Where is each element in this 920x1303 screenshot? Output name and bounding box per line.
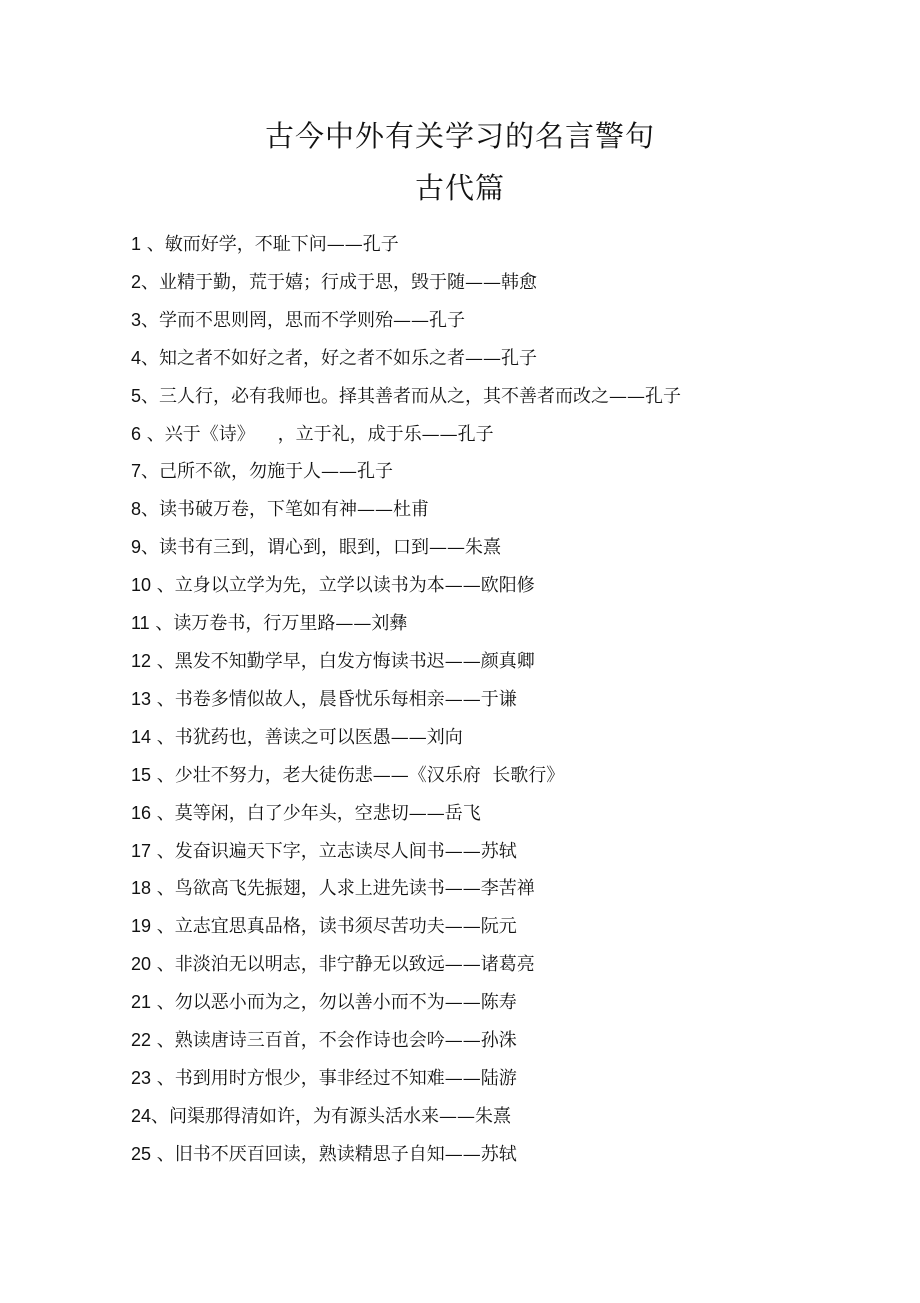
item-separator: 、 <box>151 1105 170 1127</box>
quote-text: 书到用时方恨少，事非经过不知难——陆游 <box>174 1067 517 1089</box>
item-separator: 、 <box>151 878 175 900</box>
quote-list <box>131 226 751 1174</box>
item-separator: 、 <box>141 537 160 559</box>
list-item <box>131 757 751 795</box>
list-item <box>131 378 751 416</box>
item-number: 24 <box>131 1105 152 1126</box>
list-item <box>131 870 751 908</box>
quote-text: 莫等闲，白了少年头，空悲切——岳飞 <box>174 802 481 824</box>
item-number: 20 <box>131 954 152 975</box>
item-number: 12 <box>131 650 152 671</box>
list-item <box>131 984 751 1022</box>
item-separator: 、 <box>151 1030 175 1052</box>
list-item <box>131 1136 751 1174</box>
list-item <box>131 416 751 454</box>
item-number: 18 <box>131 878 152 899</box>
list-item <box>131 643 751 681</box>
quote-text: 勿以恶小而为之，勿以善小而不为——陈寿 <box>174 992 517 1014</box>
item-number: 10 <box>131 575 152 596</box>
list-item <box>131 1022 751 1060</box>
item-separator: 、 <box>151 575 175 597</box>
list-item <box>131 491 751 529</box>
quote-text: 熟读唐诗三百首，不会作诗也会吟——孙洙 <box>174 1030 517 1052</box>
item-separator: 、 <box>149 613 174 635</box>
quote-text: 书犹药也，善读之可以医愚——刘向 <box>174 726 463 748</box>
item-number: 11 <box>131 613 150 634</box>
list-item <box>131 681 751 719</box>
item-number: 23 <box>131 1067 152 1088</box>
list-item <box>131 946 751 984</box>
quote-text: 读书破万卷，下笔如有神——杜甫 <box>159 499 430 521</box>
item-separator: 、 <box>141 347 160 369</box>
quote-text: 学而不思则罔，思而不学则殆——孔子 <box>159 309 466 331</box>
item-number: 3 <box>131 309 142 330</box>
list-item <box>131 719 751 757</box>
item-number: 19 <box>131 916 152 937</box>
item-separator: 、 <box>151 802 175 824</box>
item-separator: 、 <box>151 764 175 786</box>
quote-text: 问渠那得清如许，为有源头活水来——朱熹 <box>169 1105 512 1127</box>
quote-text: 书卷多情似故人，晨昏忧乐每相亲——于谦 <box>174 688 517 710</box>
quote-text: 发奋识遍天下字，立志读尽人间书——苏轼 <box>174 840 517 862</box>
item-number: 16 <box>131 802 152 823</box>
list-item <box>131 908 751 946</box>
quote-text: 知之者不如好之者，好之者不如乐之者——孔子 <box>159 347 538 369</box>
item-separator: 、 <box>151 954 175 976</box>
quote-text: 旧书不厌百回读，熟读精思子自知——苏轼 <box>174 1143 517 1165</box>
list-item <box>131 1060 751 1098</box>
quote-text: 读书有三到，谓心到，眼到，口到——朱熹 <box>159 537 502 559</box>
quote-text: 敏而好学，不耻下问——孔子 <box>164 234 399 255</box>
item-separator: 、 <box>141 423 165 445</box>
list-item <box>131 264 751 302</box>
item-separator: 、 <box>151 726 175 748</box>
item-number: 9 <box>131 537 142 558</box>
quote-text: 业精于勤，荒于嬉；行成于思，毁于随——韩愈 <box>159 271 538 293</box>
list-item <box>131 302 751 340</box>
item-separator: 、 <box>151 840 175 862</box>
item-separator: 、 <box>151 1143 175 1165</box>
list-item <box>131 1098 751 1136</box>
item-number: 22 <box>131 1030 152 1051</box>
item-separator: 、 <box>151 650 175 672</box>
list-item <box>131 529 751 567</box>
item-separator: 、 <box>141 234 165 255</box>
quote-text: 立志宜思真品格，读书须尽苦功夫——阮元 <box>174 916 517 938</box>
quote-text: 兴于《诗》 ，立于礼，成于乐——孔子 <box>164 423 494 445</box>
quote-text: 读万卷书，行万里路——刘彝 <box>173 613 408 635</box>
item-separator: 、 <box>151 1067 175 1089</box>
item-number: 5 <box>131 385 142 406</box>
quote-text: 黑发不知勤学早，白发方悔读书迟——颜真卿 <box>174 650 535 672</box>
item-separator: 、 <box>141 461 160 483</box>
item-number: 6 <box>131 423 142 444</box>
quote-text: 三人行，必有我师也。择其善者而从之，其不善者而改之——孔子 <box>159 385 682 407</box>
quote-text: 己所不欲，勿施于人——孔子 <box>159 461 394 483</box>
item-separator: 、 <box>141 385 160 407</box>
quote-text: 少壮不努力，老大徒伤悲——《汉乐府 长歌行》 <box>174 764 565 786</box>
item-separator: 、 <box>151 916 175 938</box>
section-subtitle: 古代篇 <box>414 171 505 205</box>
item-number: 21 <box>131 992 152 1013</box>
item-number: 4 <box>131 347 142 368</box>
item-number: 7 <box>131 461 142 482</box>
item-separator: 、 <box>141 309 160 331</box>
item-number: 1 <box>131 234 142 254</box>
item-separator: 、 <box>151 992 175 1014</box>
item-number: 14 <box>131 726 152 747</box>
item-number: 25 <box>131 1143 152 1164</box>
list-item <box>131 833 751 871</box>
item-number: 15 <box>131 764 152 785</box>
list-item <box>131 453 751 491</box>
item-number: 13 <box>131 688 152 709</box>
quote-text: 非淡泊无以明志，非宁静无以致远——诸葛亮 <box>174 954 535 976</box>
item-separator: 、 <box>141 271 160 293</box>
list-item <box>131 226 751 264</box>
item-number: 2 <box>131 271 142 292</box>
document-title: 古今中外有关学习的名言警句 <box>264 119 655 153</box>
item-number: 17 <box>131 840 152 861</box>
item-separator: 、 <box>141 499 160 521</box>
quote-text: 立身以立学为先，立学以读书为本——欧阳修 <box>174 575 535 597</box>
item-separator: 、 <box>151 688 175 710</box>
list-item <box>131 340 751 378</box>
list-item <box>131 605 751 643</box>
item-number: 8 <box>131 499 142 520</box>
quote-text: 鸟欲高飞先振翅，人求上进先读书——李苦禅 <box>174 878 535 900</box>
list-item <box>131 795 751 833</box>
list-item <box>131 567 751 605</box>
